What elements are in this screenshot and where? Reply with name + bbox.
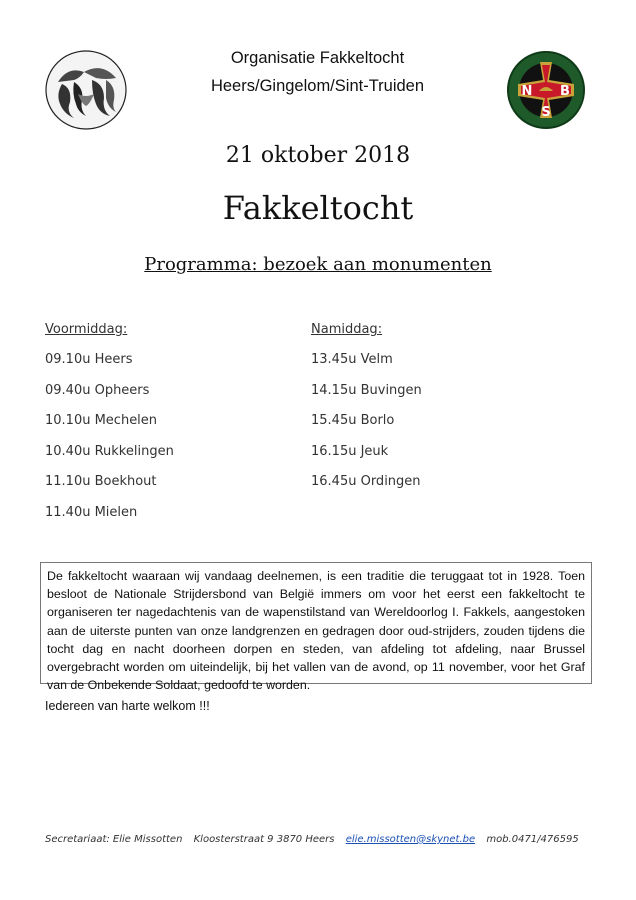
logo-letter-s: S [541, 105, 551, 120]
event-date: 21 oktober 2018 [225, 143, 411, 168]
header-line-organisation: Organisatie Fakkeltocht [230, 49, 405, 67]
schedule-item: 11.10u Boekhout [45, 474, 157, 489]
footer-secretariat: Secretariaat: Elie Missotten [45, 834, 183, 845]
soldiers-logo [44, 48, 128, 132]
footer-email-link[interactable]: elie.missotten@skynet.be [345, 834, 476, 845]
schedule-item: 10.40u Rukkelingen [45, 443, 174, 459]
program-subtitle: Programma: bezoek aan monumenten [144, 254, 492, 275]
schedule-item: 16.45u Ordingen [311, 474, 421, 489]
afternoon-heading: Namiddag: [311, 322, 383, 337]
organisation-header [150, 44, 485, 100]
afternoon-schedule [311, 322, 422, 505]
schedule-item: 09.10u Heers [45, 352, 133, 367]
schedule-item: 09.40u Opheers [45, 382, 150, 398]
schedule-item: 16.15u Jeuk [311, 443, 389, 459]
header-line-municipalities: Heers/Gingelom/Sint-Truiden [210, 77, 425, 95]
schedule-item: 14.15u Buvingen [311, 382, 422, 398]
morning-schedule [45, 322, 174, 535]
footer-address: Kloosterstraat 9 3870 Heers [193, 834, 335, 845]
morning-heading: Voormiddag: [45, 322, 128, 337]
page-title: Fakkeltocht [222, 189, 414, 227]
contact-footer [45, 834, 587, 845]
footer-phone: mob.0471/476595 [486, 834, 579, 845]
logo-letter-b: B [560, 84, 570, 99]
schedule-item: 10.10u Mechelen [45, 413, 158, 428]
schedule-item: 15.45u Borlo [311, 413, 395, 428]
schedule-item: 11.40u Mielen [45, 504, 138, 520]
logo-letter-n: N [521, 84, 533, 99]
schedule-item: 13.45u Velm [311, 352, 393, 367]
nsb-logo [506, 50, 586, 130]
history-text-box: De fakkeltocht waaraan wij vandaag deelnemen, is een traditie die teruggaat tot in 1928. Toen besloot de Nationale Strijdersbond van België immers om voor het eerst een fakkeltocht te organiseren ter nagedachtenis van de wapenstilstand van Wereldoorlog I. Fakkels, aangestoken aan de uiterste punten van onze landgrenzen en gedragen door oud-strijders, zouden tijdens die tocht dag en nacht doorheen dorpen en steden, van afdeling tot afdeling, naar Brussel overgebracht worden om uiteindelijk, bij het vallen van de avond, op 11 november, voor het Graf van de Onbekende Soldaat, gedoofd te worden. [40, 562, 592, 684]
welcome-message: Iedereen van harte welkom !!! [45, 699, 210, 713]
